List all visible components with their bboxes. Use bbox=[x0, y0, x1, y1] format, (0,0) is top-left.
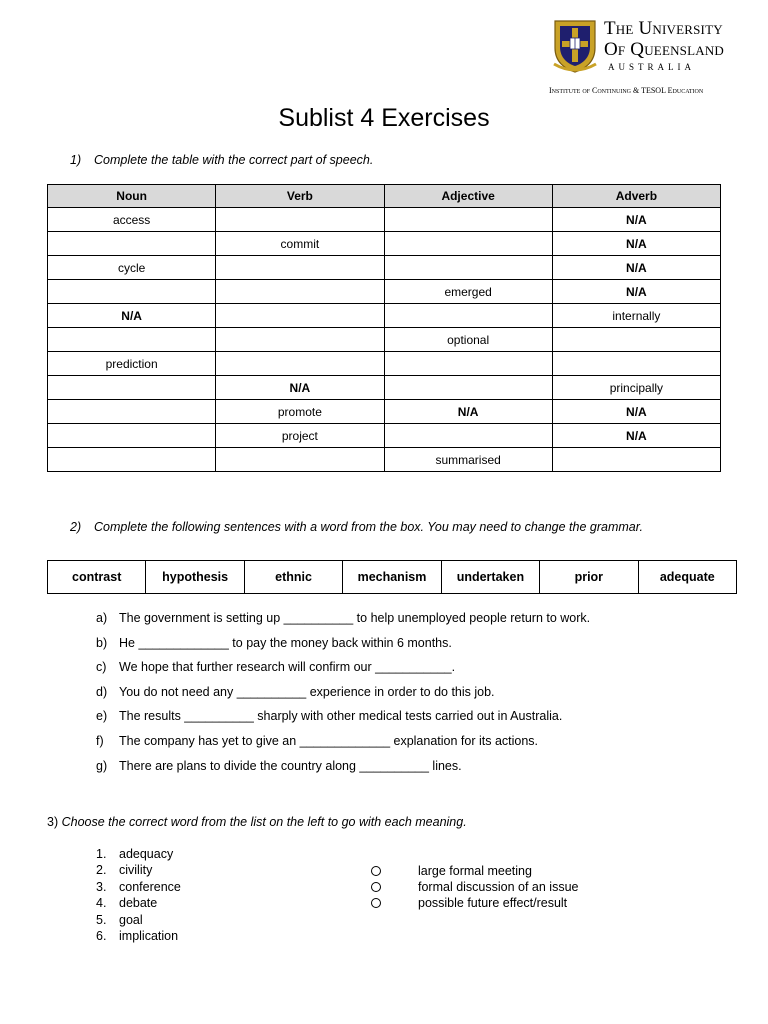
list-item bbox=[96, 608, 590, 633]
vocab-word: debate bbox=[119, 896, 158, 911]
table-cell bbox=[384, 304, 552, 328]
sentence-text: There are plans to divide the country along __________ lines. bbox=[119, 758, 462, 773]
table-cell bbox=[216, 448, 384, 472]
table-cell bbox=[48, 280, 216, 304]
list-item bbox=[96, 879, 181, 895]
table-cell: prediction bbox=[48, 352, 216, 376]
sentence-letter: c) bbox=[96, 660, 107, 675]
table-cell bbox=[216, 304, 384, 328]
table-cell: principally bbox=[552, 376, 720, 400]
word-box-item: prior bbox=[540, 561, 638, 594]
sentence-letter: b) bbox=[96, 635, 108, 650]
table-cell bbox=[384, 376, 552, 400]
table-cell: N/A bbox=[552, 208, 720, 232]
table-cell: internally bbox=[552, 304, 720, 328]
list-item bbox=[371, 895, 579, 911]
table-cell bbox=[216, 280, 384, 304]
sentence-text: He _____________ to pay the money back within 6 months. bbox=[119, 635, 452, 650]
table-cell bbox=[384, 352, 552, 376]
table-row bbox=[48, 304, 721, 328]
sentence-text: The company has yet to give an _____________ explanation for its actions. bbox=[119, 733, 539, 748]
table-cell: N/A bbox=[552, 232, 720, 256]
sentence-letter: e) bbox=[96, 709, 108, 724]
exercise-3-instruction bbox=[47, 815, 467, 829]
exercise-2-text: Complete the following sentences with a word from the box. You may need to change the grammar. bbox=[94, 520, 643, 534]
meaning-text: large formal meeting bbox=[418, 864, 532, 878]
table-cell bbox=[552, 448, 720, 472]
vocab-word: conference bbox=[119, 879, 181, 894]
table-cell bbox=[384, 208, 552, 232]
table-cell bbox=[216, 352, 384, 376]
table-cell bbox=[48, 424, 216, 448]
word-box-item: contrast bbox=[48, 561, 146, 594]
sentence-letter: f) bbox=[96, 733, 104, 748]
table-row bbox=[48, 208, 721, 232]
exercise-1-text: Complete the table with the correct part of speech. bbox=[94, 153, 374, 167]
table-cell: N/A bbox=[384, 400, 552, 424]
word-box-item: adequate bbox=[638, 561, 736, 594]
sentence-text: The government is setting up __________ to help unemployed people return to work. bbox=[119, 611, 591, 625]
table-cell bbox=[48, 232, 216, 256]
table-cell bbox=[48, 448, 216, 472]
list-item bbox=[371, 879, 579, 895]
meaning-text: possible future effect/result bbox=[418, 896, 568, 911]
table-cell bbox=[552, 352, 720, 376]
vocab-number: 3. bbox=[96, 879, 107, 894]
exercise-2-instruction bbox=[70, 520, 643, 534]
vocab-number: 2. bbox=[96, 863, 107, 878]
parts-of-speech-table bbox=[47, 184, 721, 472]
table-cell: N/A bbox=[552, 256, 720, 280]
sentence-letter: a) bbox=[96, 611, 108, 625]
table-cell bbox=[48, 328, 216, 352]
list-item bbox=[96, 862, 181, 878]
list-item bbox=[96, 912, 181, 928]
table-row bbox=[48, 448, 721, 472]
table-row bbox=[48, 424, 721, 448]
list-item bbox=[96, 731, 590, 756]
table-cell bbox=[384, 256, 552, 280]
circle-bullet-icon bbox=[371, 898, 381, 908]
vocab-word: adequacy bbox=[119, 847, 174, 861]
sentence-letter: d) bbox=[96, 684, 108, 699]
table-cell bbox=[48, 376, 216, 400]
column-header-adverb: Adverb bbox=[552, 185, 720, 208]
vocabulary-list bbox=[96, 846, 181, 944]
table-row bbox=[48, 376, 721, 400]
table-row bbox=[48, 232, 721, 256]
column-header-noun: Noun bbox=[48, 185, 216, 208]
table-cell: optional bbox=[384, 328, 552, 352]
table-cell: N/A bbox=[552, 280, 720, 304]
table-row bbox=[48, 256, 721, 280]
vocab-number: 5. bbox=[96, 912, 107, 927]
vocab-number: 4. bbox=[96, 896, 107, 911]
column-header-adjective: Adjective bbox=[384, 185, 552, 208]
university-country: AUSTRALIA bbox=[608, 62, 695, 72]
university-crest-logo bbox=[552, 18, 598, 74]
table-cell: N/A bbox=[552, 424, 720, 448]
list-item bbox=[371, 863, 579, 879]
word-box bbox=[47, 560, 737, 594]
page-title: Sublist 4 Exercises bbox=[278, 104, 490, 132]
table-cell bbox=[48, 400, 216, 424]
table-cell bbox=[384, 424, 552, 448]
list-item bbox=[96, 682, 590, 707]
exercise-3-number: 3) bbox=[47, 815, 59, 829]
institute-name: Institute of Continuing & TESOL Education bbox=[549, 86, 704, 95]
table-cell bbox=[552, 328, 720, 352]
table-cell: project bbox=[216, 424, 384, 448]
list-item bbox=[96, 633, 590, 658]
exercise-1-number: 1) bbox=[70, 153, 82, 167]
circle-bullet-icon bbox=[371, 882, 381, 892]
vocab-word: civility bbox=[119, 863, 153, 878]
table-cell: access bbox=[48, 208, 216, 232]
table-cell: summarised bbox=[384, 448, 552, 472]
list-item bbox=[96, 846, 181, 862]
table-cell: commit bbox=[216, 232, 384, 256]
exercise-3-text: Choose the correct word from the list on the left to go with each meaning. bbox=[61, 815, 467, 829]
table-cell: N/A bbox=[48, 304, 216, 328]
exercise-1-instruction bbox=[70, 153, 373, 167]
table-cell bbox=[216, 328, 384, 352]
meaning-list bbox=[371, 863, 579, 912]
sentence-text: You do not need any __________ experience in order to do this job. bbox=[119, 684, 495, 699]
word-box-item: undertaken bbox=[441, 561, 539, 594]
vocab-number: 1. bbox=[96, 847, 107, 861]
table-cell bbox=[216, 256, 384, 280]
table-cell bbox=[384, 232, 552, 256]
sentence-list bbox=[96, 608, 590, 780]
word-box-item: ethnic bbox=[244, 561, 342, 594]
vocab-word: goal bbox=[119, 912, 143, 927]
table-row bbox=[48, 280, 721, 304]
table-row bbox=[48, 352, 721, 376]
list-item bbox=[96, 928, 181, 944]
list-item bbox=[96, 895, 181, 911]
meaning-text: formal discussion of an issue bbox=[418, 880, 579, 895]
table-cell: N/A bbox=[216, 376, 384, 400]
sentence-letter: g) bbox=[96, 758, 108, 773]
vocab-word: implication bbox=[119, 928, 179, 943]
table-header-row bbox=[48, 185, 721, 208]
word-box-item: hypothesis bbox=[146, 561, 244, 594]
table-row bbox=[48, 400, 721, 424]
word-box-item: mechanism bbox=[343, 561, 441, 594]
exercise-2-number: 2) bbox=[70, 520, 82, 534]
table-cell: cycle bbox=[48, 256, 216, 280]
university-name bbox=[604, 18, 764, 60]
list-item bbox=[96, 657, 590, 682]
word-box-row bbox=[48, 561, 737, 594]
university-name-line-1: The University bbox=[604, 18, 723, 39]
circle-bullet-icon bbox=[371, 866, 381, 876]
vocab-number: 6. bbox=[96, 928, 107, 943]
university-name-line-2: Of Queensland bbox=[604, 39, 725, 60]
table-cell: N/A bbox=[552, 400, 720, 424]
table-row bbox=[48, 328, 721, 352]
table-cell: promote bbox=[216, 400, 384, 424]
list-item bbox=[96, 706, 590, 731]
table-cell: emerged bbox=[384, 280, 552, 304]
sentence-text: We hope that further research will confirm our ___________. bbox=[119, 660, 456, 675]
column-header-verb: Verb bbox=[216, 185, 384, 208]
sentence-text: The results __________ sharply with other medical tests carried out in Australia. bbox=[119, 709, 563, 724]
list-item bbox=[96, 756, 590, 781]
table-cell bbox=[216, 208, 384, 232]
